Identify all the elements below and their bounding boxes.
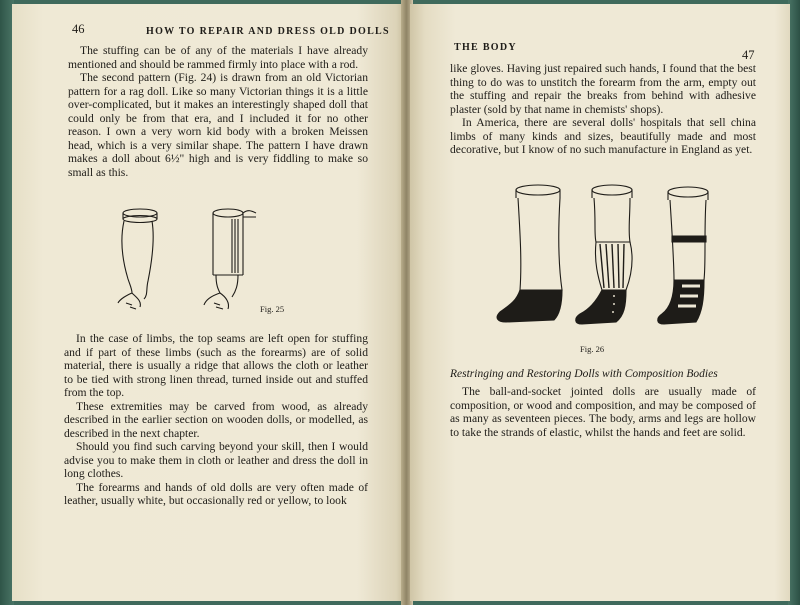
text-block-top [68,44,368,179]
text-block-bottom [450,385,756,439]
paragraph: In America, there are several dolls' hospitals that sell china limbs of many kinds and sizes, beautifully made and most decorative, but I know of no such manufacture in England as yet. [450,116,756,156]
figure-caption: Fig. 26 [580,344,605,354]
section-heading: Restringing and Restoring Dolls with Composition Bodies [450,368,718,380]
paragraph: The second pattern (Fig. 24) is drawn from an old Victorian pattern for a rag doll. Like so many Victorian things it is a little over-complicated, but it makes an interestingly shaped doll that could only be from that era, and I included it for no other reason. I own a very worn kid body with a broken Meissen head, which is a very similar shape. The pattern I have drawn makes a doll about 6½" high and is very fiddling to make so small as this. [68,71,368,179]
paragraph: Should you find such carving beyond your skill, then I would advise you to make them in cloth or leather and dress the doll in long clothes. [64,440,368,480]
running-head: HOW TO REPAIR AND DRESS OLD DOLLS [146,26,390,37]
paragraph: The ball-and-socket jointed dolls are usually made of composition, or wood and composition, and may be composed of as many as seventeen pieces. The body, arms and legs are hollow to take the strands of elastic, whilst the hands and feet are solid. [450,385,756,439]
text-block-bottom [64,332,368,508]
left-page [12,4,404,601]
figure-caption: Fig. 25 [260,304,285,314]
boot-2 [576,290,626,324]
text-block-top [450,62,756,157]
doll-legs-illustration [476,182,736,337]
paragraph: In the case of limbs, the top seams are left open for stuffing and if part of these limbs (such as the forearms) are of solid material, there is usually a ridge that allows the cloth or leather to be tied with strong linen thread, turned inside out and stuffed from the top. [64,332,368,399]
paragraph: These extremities may be carved from wood, as already described in the earlier section on wooden dolls, or modelled, as described in the next chapter. [64,399,368,440]
paragraph: The stuffing can be of any of the materials I have already mentioned and should be rammed firmly into place with a rod. [68,44,368,71]
paragraph: like gloves. Having just repaired such hands, I found that the best thing to do was to unstitch the forearm from the arm, empty out the stuffing and repair the breaks from behind with adhesive plaster (sold by that name in chemists' shops). [450,62,756,116]
right-page [410,4,790,601]
forearm-pattern-illustration [102,199,262,319]
boot-1 [497,290,562,322]
paragraph: The forearms and hands of old dolls are very often made of leather, usually white, but occasionally red or yellow, to look [64,480,368,507]
page-number: 46 [72,22,85,36]
running-head: THE BODY [454,42,517,53]
page-number: 47 [742,48,755,62]
